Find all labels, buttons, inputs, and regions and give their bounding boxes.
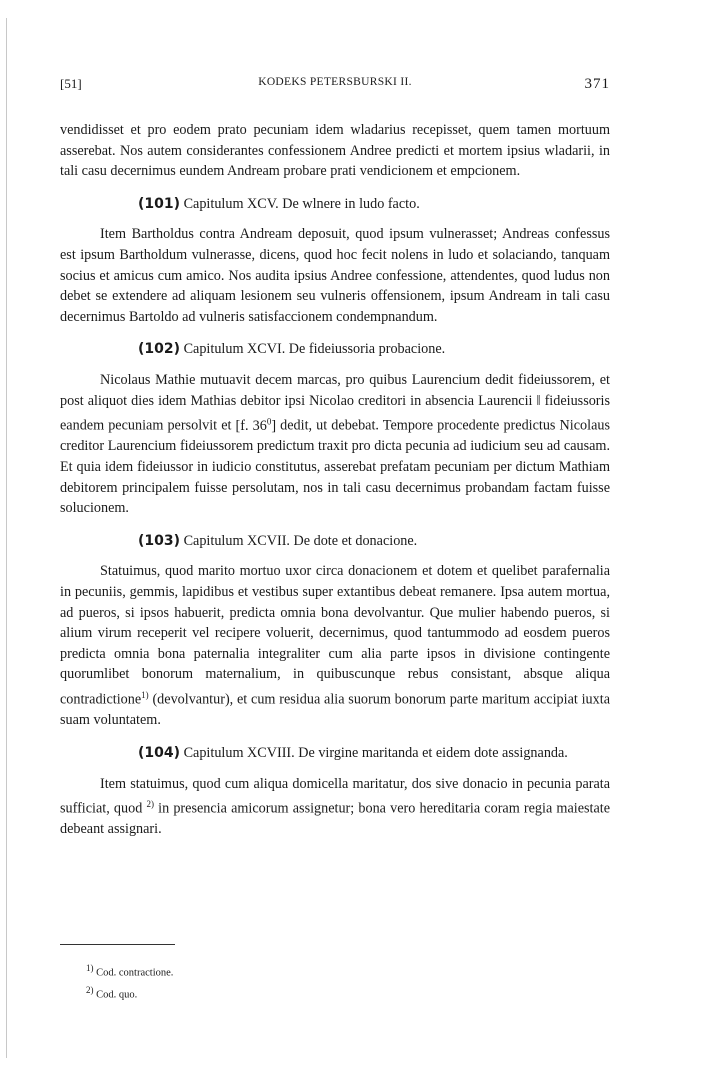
chapter-heading-101: [60, 194, 610, 215]
folio-text: [f. 36: [235, 417, 267, 434]
chapter-heading-104: [60, 743, 610, 764]
chapter-text-101: Item Bartholdus contra Andream deposuit, quod ipsum vulnerasset; Andreas confessus est ipsum Bartholdum vulnerasse, dicens, quod hoc fecit nolens in ludo et solaciando, tanquam socius et amicus cum amico. Nos audita ipsius Andree confessione, attendentes, quod ludus non debet se extendere ad aliquam lesionem seu vulneris offensionem, ipsum Andream in tali casu decernimus Bartoldo ad vulneris satisfaccionem condempnandum.: [60, 226, 610, 325]
footnote-2: [86, 982, 173, 1004]
chapter-title: Capitulum XCVII. De dote et donacione.: [183, 532, 418, 549]
footnotes: [86, 960, 173, 1003]
chapter-text-103: [60, 561, 610, 730]
footnote-text: Cod. contractione.: [96, 967, 174, 979]
running-header: [60, 76, 610, 98]
chapter-title: Capitulum XCVIII. De virgine maritanda et eidem dote assignanda.: [183, 744, 568, 761]
footnote-mark: 1): [86, 963, 94, 973]
text-part: Item statuimus, quod cum aliqua domicella maritatur, dos sive donacio in pecunia parata sufficiat, quod: [60, 775, 610, 817]
chapter-heading-102: [60, 339, 610, 360]
header-section-number: [51]: [60, 76, 82, 91]
chapter-number: (104): [138, 744, 181, 761]
text-part: Nicolaus Mathie mutuavit decem marcas, pro quibus Laurencium dedit fideiussorem, et post aliquot dies idem Mathias debitor ipsi Nicolao creditori in absencia Laurencii ‖ fideiussoris eandem pecuniam persolvit et: [60, 371, 610, 434]
folio-superscript: 0: [266, 416, 272, 427]
chapter-number: (102): [138, 341, 181, 358]
scan-edge-line: [6, 18, 7, 1058]
text-part: (devolvantur), et cum residua alia suorum bonorum parte maritum accipiat iuxta suam voluntatem.: [60, 691, 610, 729]
chapter-heading-103: [60, 531, 610, 552]
chapter-text-104: [60, 774, 610, 841]
folio-marker: [236, 418, 277, 434]
text-part: in presencia amicorum assignetur; bona vero hereditaria coram regia maiestate debeant assignari.: [60, 800, 610, 838]
chapter-number: (101): [138, 195, 181, 212]
chapter-number: (103): [138, 532, 181, 549]
footnote-ref: 2): [146, 799, 154, 810]
footnote-rule: [60, 944, 175, 945]
footnote-text: Cod. quo.: [96, 989, 138, 1000]
footnote-mark: 2): [86, 984, 94, 995]
footnote-1: [86, 960, 173, 982]
body-text: [60, 120, 610, 840]
text-part: Statuimus, quod marito mortuo uxor circa donacionem et dotem et quelibet parafernalia in pecuniis, gemmis, lapidibus et vestibus super extantibus debeat remanere. Ipsa autem mortua, ad pueros, si ipsos habuerit, predicta omnia bona devolvantur. Que mulier habendo pueros, si alium virum receperit vel recipere voluerit, decernimus, quod tantummodo ad eosdem pueros predicta omnia bona paternalia integraliter cum alia parte ipsos in divisione contingente quorumlibet bonorum maternalium, in quibuscunque rebus consistant, absque aliqua contradictione: [60, 563, 610, 708]
text-part: dedit, ut debebat. Tempore procedente predictus Nicolaus creditor Laurencium fideiussorem predictum traxit pro dicta pecunia ad iudicium seu ad causam. Et quia idem fideiussor in iudicio constitutus, asserebat prefatam pecuniam per dictum Mathiam debitorem principalem fuisse persolutam, nos in tali casu decernimus probandam factam fuisse solucionem.: [60, 417, 610, 517]
page-number: 371: [584, 76, 610, 92]
folio-bracket: ]: [271, 417, 277, 434]
intro-paragraph: vendidisset et pro eodem prato pecuniam idem wladarius recepisset, quem tamen mortuum asserebat. Nos autem considerantes confessionem Andree predicti et mortem ipsius wladarii, in tali casu decernimus eundem Andream probare prati vendicionem et empcionem.: [60, 122, 610, 180]
chapter-title: Capitulum XCVI. De fideiussoria probacione.: [183, 341, 446, 358]
footnote-ref: 1): [141, 689, 149, 700]
chapter-title: Capitulum XCV. De wlnere in ludo facto.: [183, 195, 420, 212]
header-title: KODEKS PETERSBURSKI II.: [258, 76, 412, 88]
chapter-text-102: [60, 370, 610, 519]
